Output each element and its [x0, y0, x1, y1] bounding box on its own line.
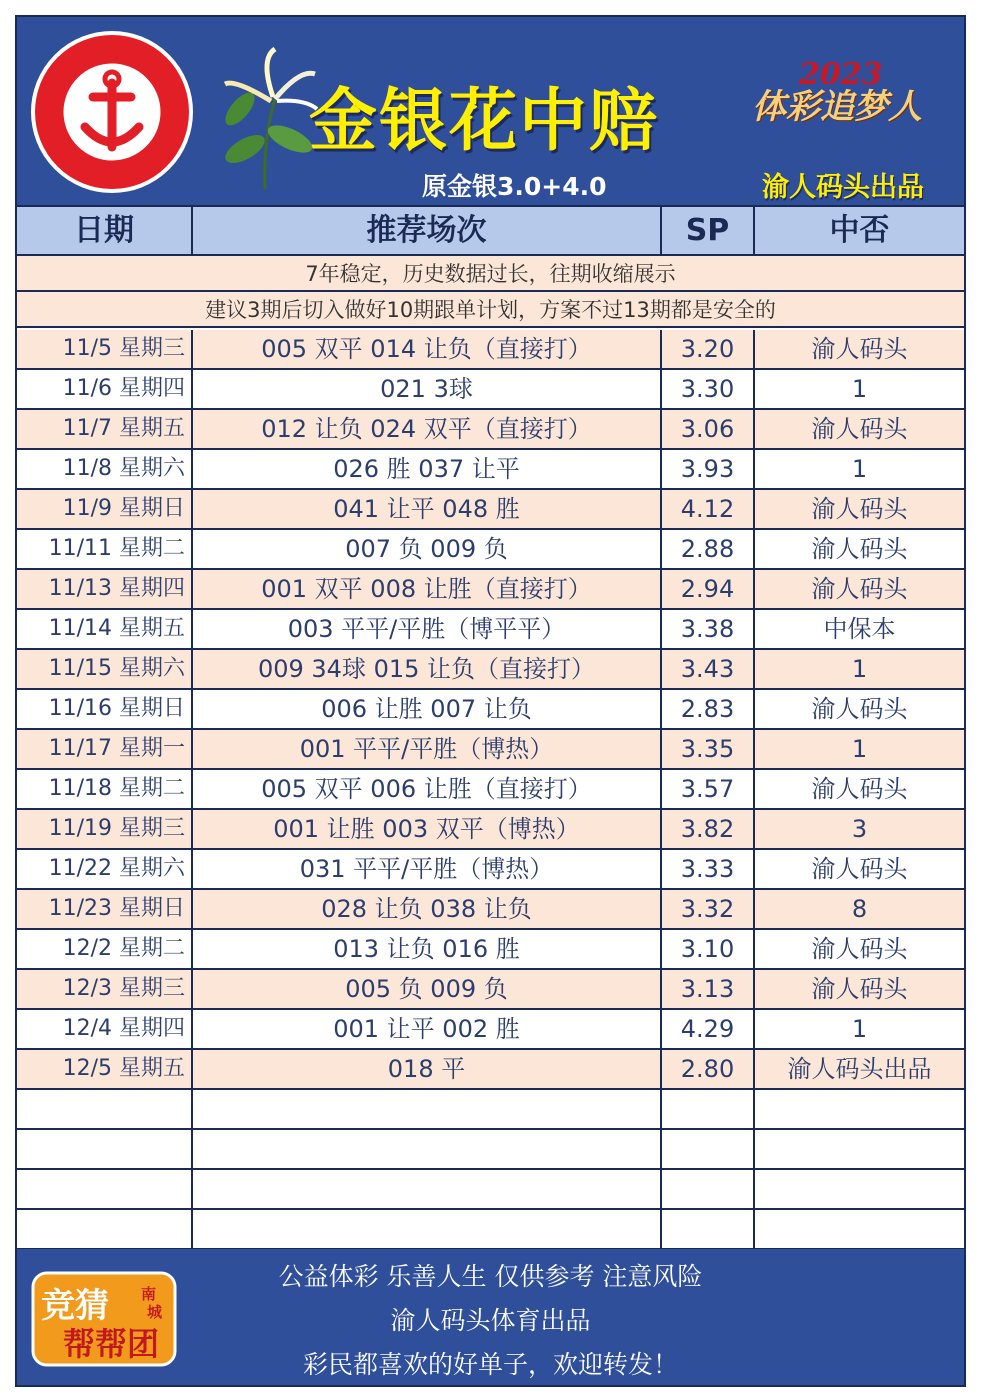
- cell-result: 渝人码头: [811, 535, 908, 563]
- cell-sp: [662, 1090, 755, 1128]
- cell-match: 012 让负 024 双平（直接打）: [193, 410, 662, 448]
- cell-match: [193, 1130, 662, 1168]
- cell-date: 11/17 星期一: [17, 730, 193, 768]
- cell-result: [755, 1090, 964, 1128]
- cell-result: 渝人码头: [811, 855, 908, 883]
- cell-sp: 3.33: [662, 850, 755, 888]
- cell-match: 013 让负 016 胜: [193, 930, 662, 968]
- table-row: [17, 770, 964, 810]
- cell-date: [17, 1130, 193, 1168]
- cell-result: [755, 1210, 964, 1248]
- cell-result: 1: [851, 455, 868, 483]
- cell-result: [755, 1170, 964, 1208]
- svg-text:竞猜: 竞猜: [41, 1286, 109, 1326]
- table-row: [17, 410, 964, 450]
- cell-match: 018 平: [193, 1050, 662, 1088]
- cell-sp: 4.29: [662, 1010, 755, 1048]
- cell-sp: 3.06: [662, 410, 755, 448]
- cell-date: 11/19 星期三: [17, 810, 193, 848]
- cell-result: 渝人码头: [811, 935, 908, 963]
- table-row: [17, 1130, 964, 1170]
- column-header-result: 中否: [829, 213, 890, 248]
- cell-result: 渝人码头: [811, 335, 908, 363]
- cell-result: 渝人码头: [811, 575, 908, 603]
- cell-date: 11/14 星期五: [17, 610, 193, 648]
- cell-match: 026 胜 037 让平: [193, 450, 662, 488]
- cell-sp: 2.80: [662, 1050, 755, 1088]
- results-table: [17, 330, 964, 1250]
- table-row: [17, 930, 964, 970]
- cell-result: 渝人码头出品: [787, 1055, 932, 1083]
- cell-match: 005 双平 014 让负（直接打）: [193, 330, 662, 368]
- table-row: [17, 1050, 964, 1090]
- cell-match: [193, 1170, 662, 1208]
- cell-result: 1: [851, 375, 868, 403]
- cell-sp: [662, 1210, 755, 1248]
- cell-match: 028 让负 038 让负: [193, 890, 662, 928]
- cell-sp: 3.57: [662, 770, 755, 808]
- cell-sp: [662, 1170, 755, 1208]
- cell-result: 8: [851, 895, 868, 923]
- table-row: [17, 1010, 964, 1050]
- table-row: [17, 1170, 964, 1210]
- column-header-match: 推荐场次: [193, 207, 662, 254]
- cell-sp: 3.30: [662, 370, 755, 408]
- cell-date: 11/5 星期三: [17, 330, 193, 368]
- cell-match: 003 平平/平胜（博平平）: [193, 610, 662, 648]
- table-row: [17, 810, 964, 850]
- table-row: [17, 850, 964, 890]
- cell-sp: 3.35: [662, 730, 755, 768]
- footer-line-2: 渝人码头体育出品: [390, 1306, 591, 1335]
- table-row: [17, 730, 964, 770]
- slogan-year: 2023: [799, 57, 883, 92]
- cell-sp: 3.43: [662, 650, 755, 688]
- cell-sp: 3.82: [662, 810, 755, 848]
- cell-result: [755, 1130, 964, 1168]
- cell-sp: 2.83: [662, 690, 755, 728]
- cell-date: 11/11 星期二: [17, 530, 193, 568]
- cell-sp: 3.32: [662, 890, 755, 928]
- cell-date: 11/7 星期五: [17, 410, 193, 448]
- table-row: [17, 1210, 964, 1250]
- cell-date: [17, 1090, 193, 1128]
- cell-sp: 3.13: [662, 970, 755, 1008]
- page-subtitle: 原金银3.0+4.0: [422, 172, 607, 201]
- table-row: [17, 490, 964, 530]
- producer-label: 渝人码头出品: [762, 172, 924, 203]
- cell-date: 12/2 星期二: [17, 930, 193, 968]
- cell-match: 001 让胜 003 双平（博热）: [193, 810, 662, 848]
- anchor-seal-logo: [31, 31, 193, 193]
- cell-match: 001 双平 008 让胜（直接打）: [193, 570, 662, 608]
- cell-date: 11/8 星期六: [17, 450, 193, 488]
- cell-date: 11/16 星期日: [17, 690, 193, 728]
- page-title: 金银花中赔: [309, 82, 660, 161]
- cell-result: 渝人码头: [811, 775, 908, 803]
- table-header: [17, 205, 964, 256]
- table-row: [17, 530, 964, 570]
- table-row: [17, 450, 964, 490]
- cell-match: 001 平平/平胜（博热）: [193, 730, 662, 768]
- cell-date: 11/15 星期六: [17, 650, 193, 688]
- cell-date: 11/22 星期六: [17, 850, 193, 888]
- table-row: [17, 370, 964, 410]
- cell-sp: [662, 1130, 755, 1168]
- anchor-icon: [35, 35, 189, 189]
- svg-text:南: 南: [141, 1285, 157, 1303]
- column-header-date: 日期: [17, 207, 193, 254]
- cell-result: 1: [851, 655, 868, 683]
- cell-date: [17, 1210, 193, 1248]
- footer-line-3: 彩民都喜欢的好单子，欢迎转发！: [302, 1350, 678, 1379]
- table-row: [17, 650, 964, 690]
- cell-date: [17, 1170, 193, 1208]
- cell-sp: 3.10: [662, 930, 755, 968]
- cell-sp: 2.94: [662, 570, 755, 608]
- cell-date: 12/4 星期四: [17, 1010, 193, 1048]
- cell-result: 3: [851, 815, 868, 843]
- cell-match: [193, 1210, 662, 1248]
- cell-match: 001 让平 002 胜: [193, 1010, 662, 1048]
- column-header-sp: SP: [662, 207, 755, 254]
- table-row: [17, 890, 964, 930]
- slogan-calligraphy: 体彩追梦人: [752, 87, 922, 127]
- note-line-2: 建议3期后切入做好10期跟单计划，方案不过13期都是安全的: [17, 292, 964, 328]
- table-row: [17, 690, 964, 730]
- table-row: [17, 570, 964, 610]
- cell-date: 12/3 星期三: [17, 970, 193, 1008]
- cell-result: 1: [851, 735, 868, 763]
- cell-match: 041 让平 048 胜: [193, 490, 662, 528]
- cell-date: 12/5 星期五: [17, 1050, 193, 1088]
- cell-result: 渝人码头: [811, 415, 908, 443]
- cell-match: 005 双平 006 让胜（直接打）: [193, 770, 662, 808]
- table-row: [17, 1090, 964, 1130]
- cell-result: 1: [851, 1015, 868, 1043]
- cell-date: 11/23 星期日: [17, 890, 193, 928]
- honeysuckle-flower-icon: [205, 39, 325, 189]
- cell-date: 11/9 星期日: [17, 490, 193, 528]
- footer-line-1: 公益体彩 乐善人生 仅供参考 注意风险: [278, 1262, 703, 1291]
- cell-date: 11/6 星期四: [17, 370, 193, 408]
- cell-result: 渝人码头: [811, 695, 908, 723]
- svg-text:城: 城: [147, 1303, 163, 1321]
- cell-match: 006 让胜 007 让负: [193, 690, 662, 728]
- cell-match: 007 负 009 负: [193, 530, 662, 568]
- cell-result: 渝人码头: [811, 495, 908, 523]
- cell-match: 005 负 009 负: [193, 970, 662, 1008]
- cell-sp: 3.20: [662, 330, 755, 368]
- svg-text:帮帮团: 帮帮团: [63, 1325, 160, 1363]
- cell-match: 021 3球: [193, 370, 662, 408]
- cell-date: 11/18 星期二: [17, 770, 193, 808]
- table-row: [17, 610, 964, 650]
- cell-result: 渝人码头: [811, 975, 908, 1003]
- cell-sp: 3.93: [662, 450, 755, 488]
- cell-match: 031 平平/平胜（博热）: [193, 850, 662, 888]
- cell-sp: 3.38: [662, 610, 755, 648]
- cell-result: 中保本: [823, 615, 896, 643]
- footer-banner: [17, 1249, 964, 1385]
- cell-sp: 4.12: [662, 490, 755, 528]
- cell-sp: 2.88: [662, 530, 755, 568]
- table-row: [17, 970, 964, 1010]
- poster-frame: [15, 15, 966, 1387]
- table-row: [17, 330, 964, 370]
- cell-date: 11/13 星期四: [17, 570, 193, 608]
- header-banner: [17, 17, 964, 205]
- note-line-1: 7年稳定，历史数据过长，往期收缩展示: [17, 256, 964, 292]
- cell-match: [193, 1090, 662, 1128]
- cell-match: 009 34球 015 让负（直接打）: [193, 650, 662, 688]
